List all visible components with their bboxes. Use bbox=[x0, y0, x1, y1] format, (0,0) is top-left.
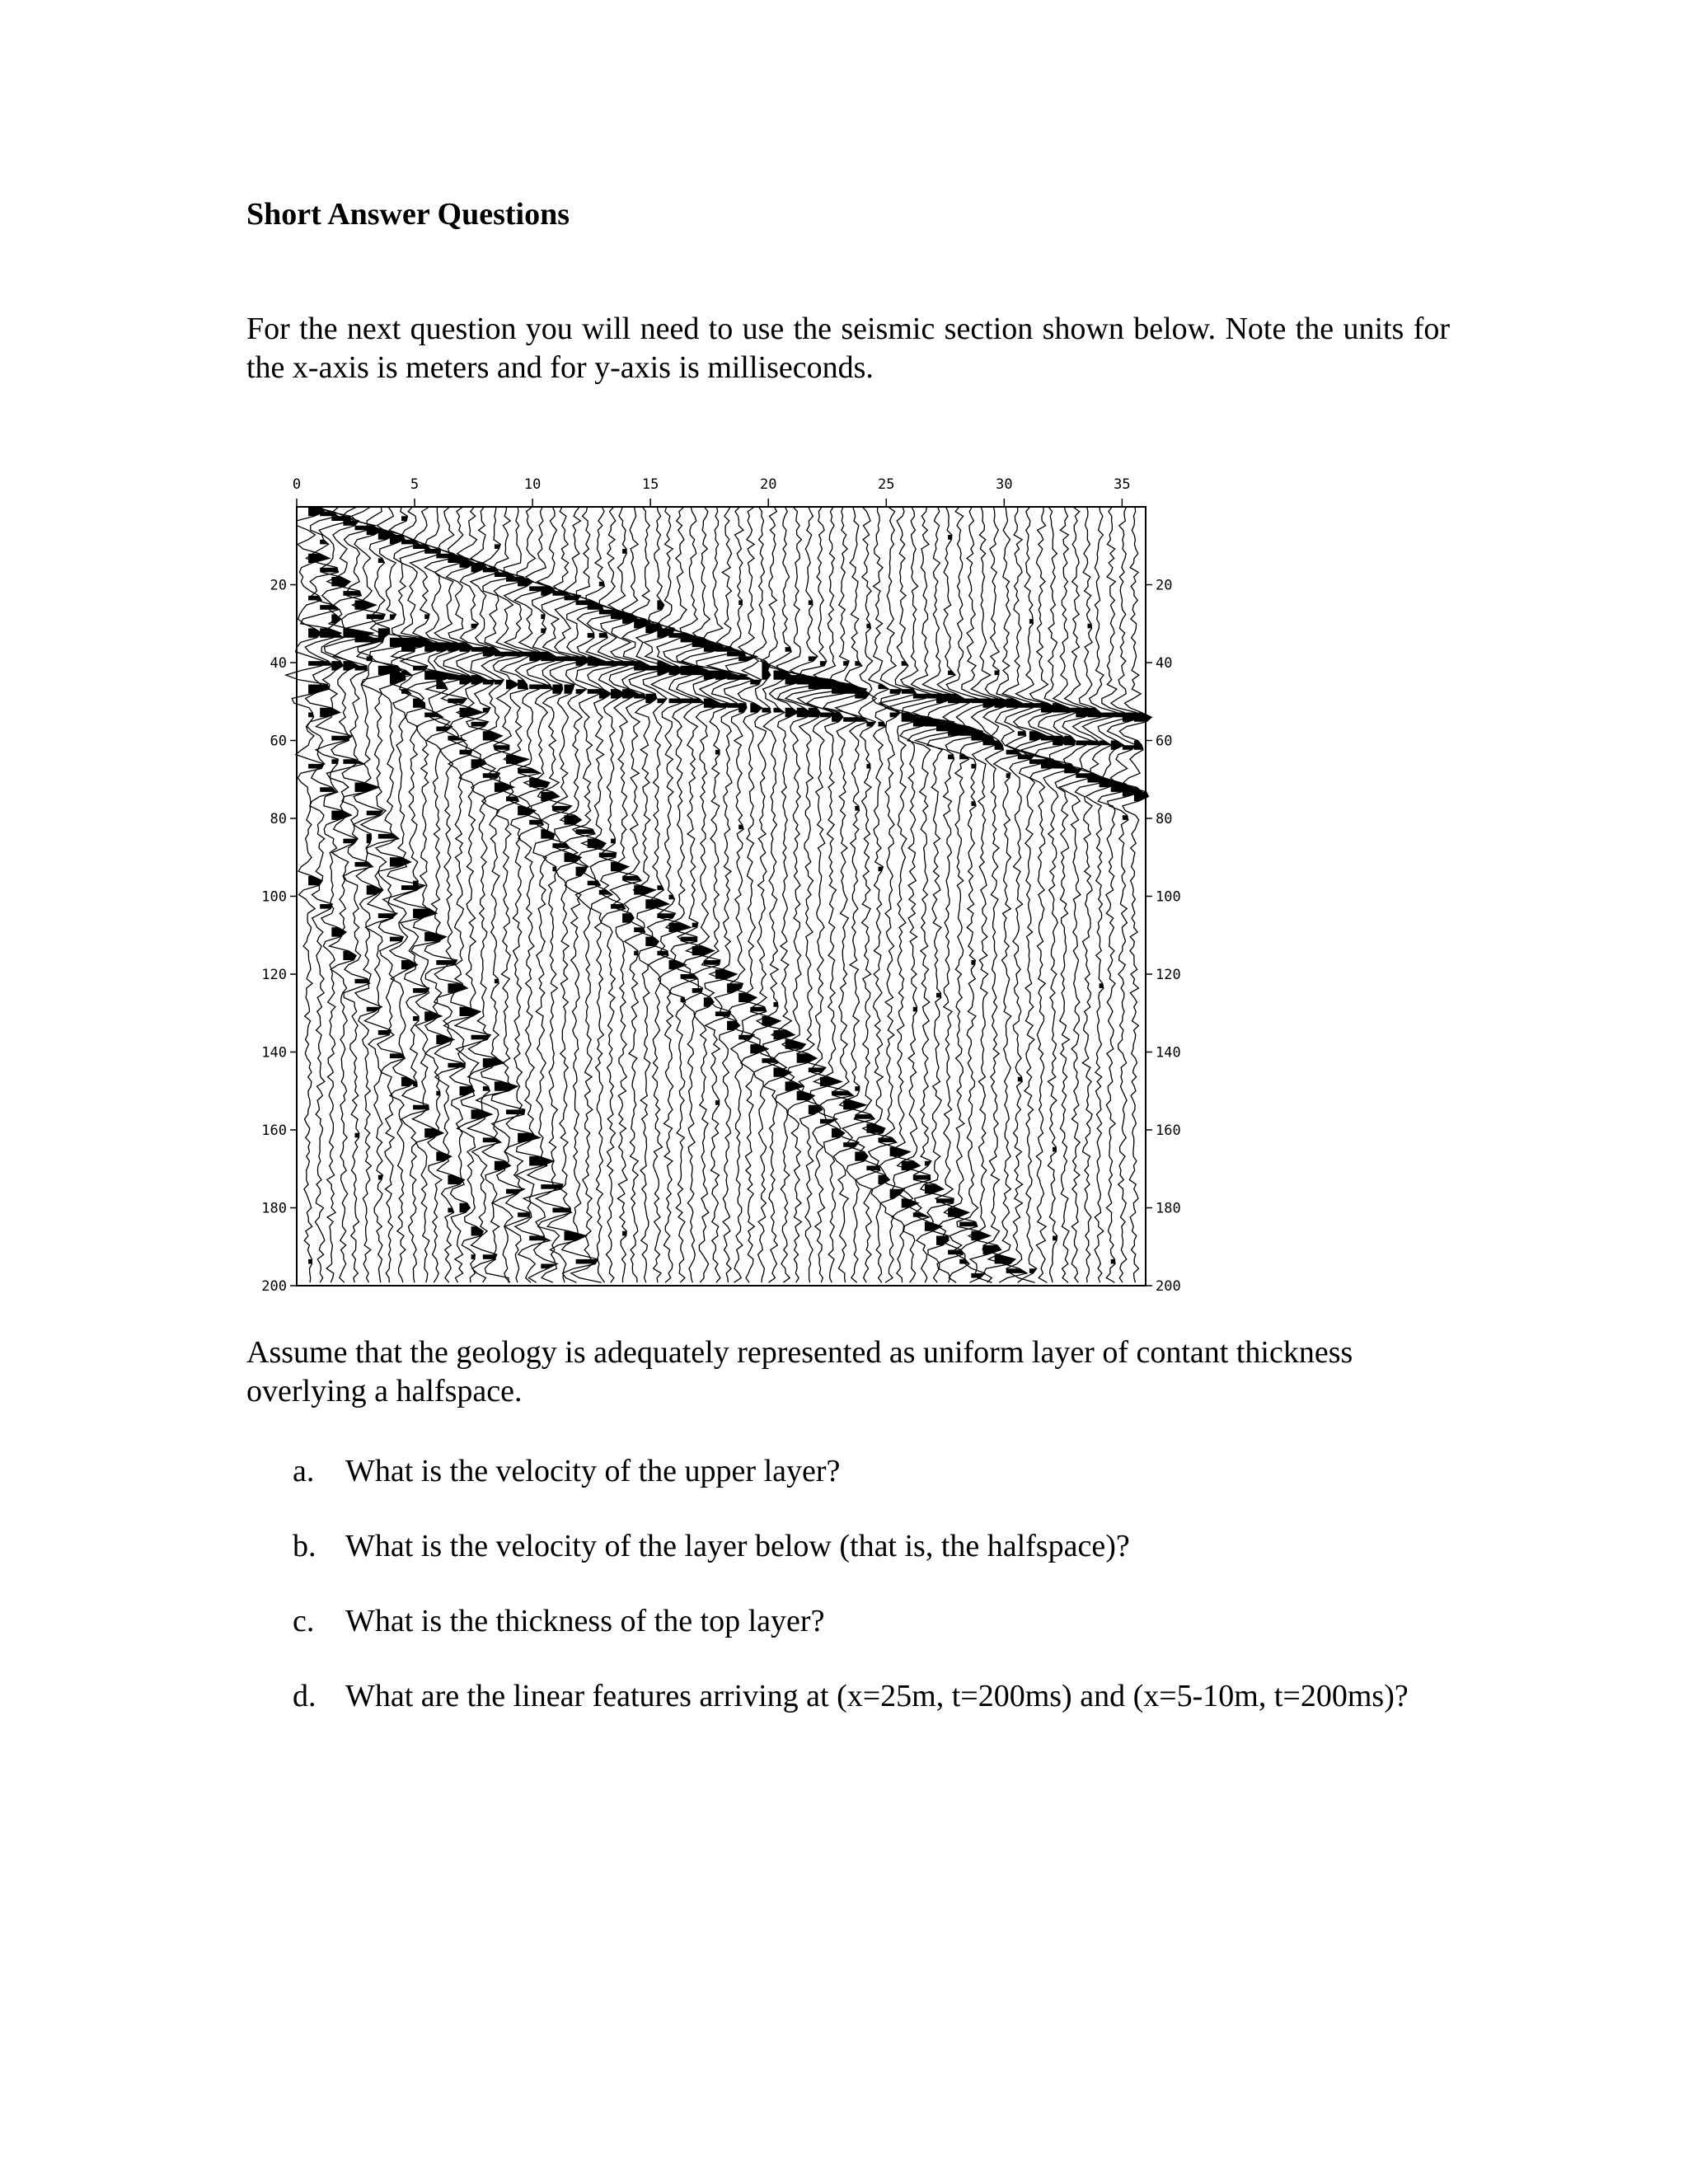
trace-fill bbox=[424, 549, 440, 554]
trace-fill bbox=[948, 535, 952, 540]
trace-fill bbox=[890, 689, 902, 694]
trace-fill bbox=[565, 1208, 571, 1213]
question-item-d bbox=[293, 1677, 1447, 1715]
y-tick-label-left: 100 bbox=[261, 888, 287, 906]
trace-fill bbox=[762, 708, 771, 713]
trace-fill bbox=[320, 568, 338, 573]
question-marker: d. bbox=[293, 1679, 316, 1713]
trace-fill bbox=[471, 1254, 476, 1259]
trace-fill bbox=[913, 1007, 917, 1012]
trace-fill bbox=[308, 1259, 312, 1264]
x-tick-label: 0 bbox=[292, 476, 302, 493]
trace-fill bbox=[681, 699, 693, 704]
x-tick-label: 30 bbox=[996, 476, 1013, 493]
y-tick-label-left: 20 bbox=[270, 577, 287, 594]
trace-fill bbox=[657, 951, 668, 956]
trace-fill bbox=[971, 960, 975, 965]
trace-fill bbox=[1053, 1147, 1056, 1152]
trace-fill bbox=[936, 993, 941, 998]
trace-fill bbox=[460, 1063, 466, 1068]
trace-fill bbox=[529, 820, 543, 825]
question-marker: a. bbox=[293, 1454, 315, 1488]
trace-fill bbox=[1029, 619, 1034, 624]
trace-fill bbox=[948, 755, 954, 760]
trace-fill bbox=[483, 680, 495, 685]
y-tick-label-right: 180 bbox=[1156, 1200, 1181, 1217]
trace-fill bbox=[413, 988, 429, 993]
trace-fill bbox=[959, 1222, 978, 1227]
trace-fill bbox=[541, 1236, 545, 1241]
trace-fill bbox=[611, 904, 626, 909]
trace-fill bbox=[971, 764, 976, 769]
y-tick-label-right: 20 bbox=[1156, 577, 1173, 594]
trace-fill bbox=[413, 1016, 419, 1021]
trace-fill bbox=[436, 937, 439, 942]
page-title: Short Answer Questions bbox=[246, 197, 570, 232]
trace-fill bbox=[715, 750, 720, 755]
seismic-section-figure bbox=[239, 457, 1212, 1315]
trace-fill bbox=[913, 1175, 931, 1180]
trace-fill bbox=[1018, 731, 1026, 736]
trace-fill bbox=[413, 1081, 417, 1086]
trace-fill bbox=[1088, 624, 1092, 629]
question-list bbox=[293, 1452, 1447, 1752]
trace-fill bbox=[855, 806, 859, 811]
y-tick-label-left: 80 bbox=[270, 811, 287, 827]
trace-fill bbox=[611, 839, 616, 844]
seismic-section-plot bbox=[239, 457, 1212, 1315]
x-tick-label: 20 bbox=[759, 476, 777, 493]
y-tick-label-left: 140 bbox=[261, 1044, 287, 1062]
y-tick-label-right: 140 bbox=[1156, 1044, 1181, 1062]
trace-fill bbox=[552, 867, 556, 872]
trace-fill bbox=[809, 600, 813, 605]
trace-fill bbox=[622, 549, 626, 554]
question-item-a bbox=[293, 1452, 1447, 1490]
trace-fill bbox=[738, 600, 742, 605]
y-tick-label-right: 120 bbox=[1156, 967, 1181, 983]
trace-fill bbox=[390, 937, 403, 942]
question-item-c bbox=[293, 1602, 1447, 1640]
trace-fill bbox=[401, 516, 407, 521]
trace-fill bbox=[1018, 1077, 1022, 1082]
question-text: What is the velocity of the layer below (that is, the halfspace)? bbox=[345, 1529, 1130, 1563]
trace-fill bbox=[541, 614, 545, 619]
trace-fill bbox=[355, 666, 368, 671]
y-tick-label-right: 100 bbox=[1156, 888, 1181, 906]
y-tick-label-right: 80 bbox=[1156, 811, 1173, 827]
trace-fill bbox=[599, 633, 607, 638]
question-text: What are the linear features arriving at (x=25m, t=200ms) and (x=5-10m, t=200ms)? bbox=[345, 1679, 1409, 1713]
trace-fill bbox=[866, 764, 870, 769]
x-tick-label: 5 bbox=[410, 476, 420, 493]
y-tick-label-left: 60 bbox=[270, 733, 287, 750]
trace-fill bbox=[436, 960, 457, 965]
trace-fill bbox=[1111, 1259, 1115, 1264]
y-tick-label-right: 40 bbox=[1156, 655, 1173, 672]
question-text: What is the velocity of the upper layer? bbox=[345, 1454, 841, 1488]
trace-fill bbox=[367, 614, 386, 619]
question-item-b bbox=[293, 1527, 1447, 1565]
trace-fill bbox=[343, 591, 361, 596]
trace-fill bbox=[576, 1259, 598, 1264]
x-tick-label: 10 bbox=[523, 476, 542, 493]
trace-fill bbox=[669, 699, 682, 704]
y-tick-label-right: 200 bbox=[1156, 1278, 1181, 1295]
trace-fill bbox=[355, 979, 370, 984]
trace-fill bbox=[518, 1212, 530, 1217]
plot-background bbox=[239, 457, 1212, 1315]
x-tick-label: 15 bbox=[641, 476, 659, 493]
trace-fill bbox=[634, 951, 638, 956]
y-tick-label-left: 180 bbox=[261, 1200, 287, 1217]
trace-fill bbox=[855, 1086, 860, 1091]
question-text: What is the thickness of the top layer? bbox=[345, 1604, 825, 1638]
trace-fill bbox=[704, 960, 720, 965]
y-tick-label-left: 120 bbox=[261, 967, 287, 983]
trace-fill bbox=[506, 797, 518, 802]
trace-fill bbox=[588, 633, 594, 638]
question-marker: c. bbox=[293, 1604, 315, 1638]
trace-fill bbox=[506, 1109, 525, 1114]
trace-fill bbox=[622, 1231, 626, 1236]
trace-fill bbox=[1041, 736, 1054, 741]
y-tick-label-right: 60 bbox=[1156, 733, 1173, 750]
trace-fill bbox=[436, 1091, 440, 1096]
trace-fill bbox=[1053, 1236, 1057, 1241]
y-tick-label-right: 160 bbox=[1156, 1122, 1181, 1139]
y-tick-label-left: 200 bbox=[261, 1278, 287, 1295]
trace-fill bbox=[576, 829, 595, 834]
trace-fill bbox=[495, 979, 499, 984]
y-tick-label-left: 40 bbox=[270, 655, 287, 672]
question-marker: b. bbox=[293, 1529, 316, 1563]
x-tick-label: 35 bbox=[1114, 476, 1131, 493]
trace-fill bbox=[331, 759, 338, 764]
trace-fill bbox=[413, 881, 418, 890]
trace-fill bbox=[541, 1184, 563, 1189]
trace-fill bbox=[774, 1002, 779, 1007]
intro-paragraph: For the next question you will need to use the seismic section shown below. Note the units for the x-axis is meters and for y-axis is milliseconds. bbox=[246, 312, 1450, 385]
trace-fill bbox=[634, 694, 645, 699]
trace-fill bbox=[343, 736, 349, 741]
assumption-paragraph: Assume that the geology is adequately represented as uniform layer of contant thickness overlying a halfspace. bbox=[246, 1335, 1353, 1408]
trace-fill bbox=[995, 671, 1000, 676]
trace-fill bbox=[355, 1133, 359, 1138]
trace-fill bbox=[495, 745, 509, 750]
y-tick-label-left: 160 bbox=[261, 1122, 287, 1139]
x-tick-label: 25 bbox=[878, 476, 895, 493]
trace-fill bbox=[715, 1100, 720, 1105]
